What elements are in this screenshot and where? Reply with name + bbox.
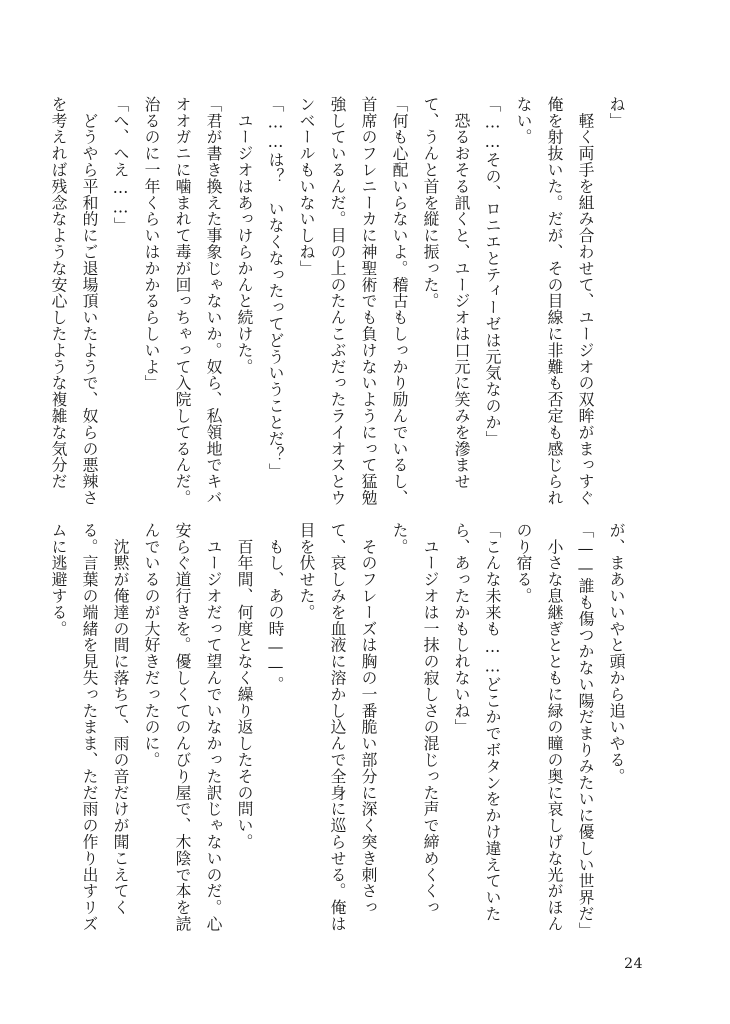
text-line: ユージオは一抹の寂しさの混じった声で締めくくっ — [421, 522, 440, 916]
text-line: 目を伏せた。 — [297, 522, 316, 621]
text-line: ない。 — [514, 96, 533, 146]
text-line: 「——誰も傷つかない陽だまりみたいに優しい世界だ」 — [576, 522, 595, 939]
text-line: て、うんと首を縦に振った。 — [421, 96, 440, 310]
text-line: 百年間、何度となく繰り返したその問い。 — [235, 522, 254, 850]
text-line: が、まあいいやと頭から追いやる。 — [607, 522, 626, 785]
text-line: オオガニに噛まれて毒が回っちゃって入院してるんだ。 — [173, 96, 192, 506]
text-line: 「へ、へえ……」 — [111, 96, 130, 234]
text-line: のり宿る。 — [514, 522, 533, 604]
text-line: ンベールもいないしね」 — [297, 96, 316, 277]
text-line: る。言葉の端緒を見失ったまま、ただ雨の作り出すリズ — [80, 522, 99, 932]
text-line: 「君が書き換えた事象じゃないか。奴ら、私領地でキバ — [204, 96, 223, 506]
text-line: ムに逃避する。 — [49, 522, 68, 637]
text-line: ユージオだって望んでいなかった訳じゃないのだ。心 — [204, 522, 223, 932]
text-line: 俺を射抜いた。だが、その目線に非難も否定も感じられ — [545, 96, 564, 506]
text-line: そのフレーズは胸の一番脆い部分に深く突き刺さっ — [359, 522, 378, 916]
text-line: 強しているんだ。目の上のたんこぶだったライオスとウ — [328, 96, 347, 506]
text-line: 恐るおそる訊くと、ユージオは口元に笑みを滲ませ — [452, 96, 471, 490]
text-line: て、哀しみを血液に溶かし込んで全身に巡らせる。俺は — [328, 522, 347, 932]
text-line: ね」 — [607, 96, 626, 129]
text-line: もし、あの時——。 — [266, 522, 285, 693]
text-block-top — [43, 96, 632, 506]
text-line: ら、あったかもしれないね」 — [452, 522, 471, 736]
text-line: 「こんな未来も……どこかでボタンをかけ違えていた — [483, 522, 502, 922]
text-line: 「……その、ロニエとティーゼは元気なのか」 — [483, 96, 502, 447]
text-line: 「何も心配いらないよ。稽古もしっかり励んでいるし、 — [390, 96, 409, 506]
text-line: 「……は？ いなくなったってどういうことだ？」 — [266, 96, 285, 480]
text-line: を考えれば残念なような安心したような複雑な気分だ — [49, 96, 68, 490]
text-line: 首席のフレニーカに神聖術でも負けないようにって猛勉 — [359, 96, 378, 506]
text-line: 沈黙が俺達の間に落ちて、雨の音だけが聞こえてく — [111, 522, 130, 916]
text-line: 治るのに一年くらいはかかるらしいよ」 — [142, 96, 161, 392]
text-line: どうやら平和的にご退場頂いたようで、奴らの悪辣さ — [80, 96, 99, 506]
text-line: ユージオはあっけらかんと続けた。 — [235, 96, 254, 375]
text-line: んでいるのが大好きだったのに。 — [142, 522, 161, 768]
text-line: た。 — [390, 522, 409, 555]
text-line: 安らぐ道行きを。優しくてのんびり屋で、木陰で本を読 — [173, 522, 192, 932]
page-number: 24 — [624, 956, 643, 972]
text-line: 小さな息継ぎとともに緑の瞳の奥に哀しげな光がほん — [545, 522, 564, 932]
text-block-bottom — [43, 522, 632, 939]
text-line: 軽く両手を組み合わせて、ユージオの双眸がまっすぐ — [576, 96, 595, 506]
